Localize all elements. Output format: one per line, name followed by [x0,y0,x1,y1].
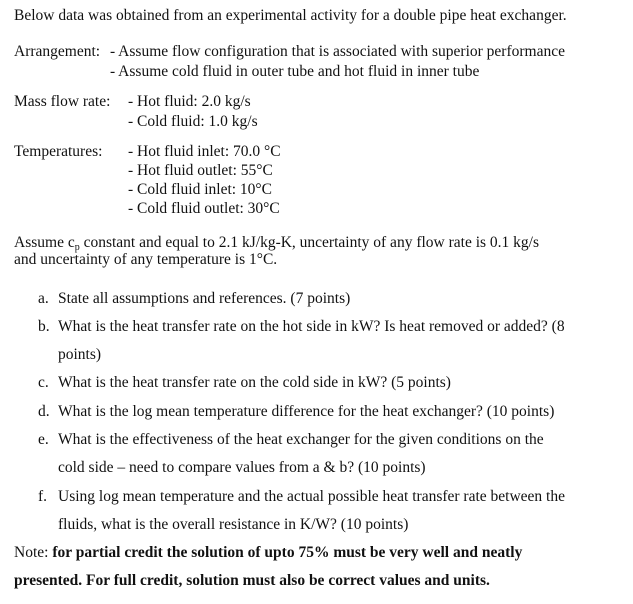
question-text: What is the effectiveness of the heat exchanger for the given conditions on the [58,431,544,448]
note-line-1 [14,543,522,563]
temperatures-label: Temperatures: [14,143,103,160]
temperature-item: - Cold fluid inlet: 10°C [128,181,272,198]
temperature-item: - Cold fluid outlet: 30°C [128,200,280,217]
question-text: cold side – need to compare values from a & b? (10 points) [58,459,426,476]
arrangement-label: Arrangement: [14,43,101,60]
mass-flow-item: - Hot fluid: 2.0 kg/s [128,93,251,110]
question-letter: c. [38,374,49,391]
mass-flow-item: - Cold fluid: 1.0 kg/s [128,113,258,130]
question-letter: b. [38,318,50,335]
question-text: fluids, what is the overall resistance in K/W? (10 points) [58,516,409,533]
question-text: What is the log mean temperature difference for the heat exchanger? (10 points) [58,403,555,420]
question-letter: a. [38,290,49,307]
assumption-pre: Assume c [14,234,75,251]
temperature-item: - Hot fluid outlet: 55°C [128,162,273,179]
arrangement-item: - Assume cold fluid in outer tube and hot fluid in inner tube [110,63,480,80]
assumption-post: constant and equal to 2.1 kJ/kg-K, uncertainty of any flow rate is 0.1 kg/s [79,234,540,251]
mass-flow-label: Mass flow rate: [14,93,111,110]
note-bold-text: for partial credit the solution of upto 75% must be very well and neatly [52,544,523,561]
temperature-item: - Hot fluid inlet: 70.0 °C [128,143,281,160]
question-text: What is the heat transfer rate on the hot side in kW? Is heat removed or added? (8 [58,318,565,335]
arrangement-item: - Assume flow configuration that is associated with superior performance [110,43,565,60]
note-label: Note: [14,544,53,561]
question-text: State all assumptions and references. (7 points) [58,290,351,307]
question-text: points) [58,346,102,363]
question-letter: e. [38,431,49,448]
note-line-2: presented. For full credit, solution must also be correct values and units. [14,572,490,589]
question-letter: f. [38,488,48,505]
assumption-subscript: p [74,242,80,253]
intro-text: Below data was obtained from an experimental activity for a double pipe heat exchanger. [14,7,567,24]
question-letter: d. [38,403,50,420]
question-text: What is the heat transfer rate on the cold side in kW? (5 points) [58,374,451,391]
question-text: Using log mean temperature and the actual possible heat transfer rate between the [58,488,565,505]
assumption-line-2: and uncertainty of any temperature is 1°C. [14,251,278,268]
